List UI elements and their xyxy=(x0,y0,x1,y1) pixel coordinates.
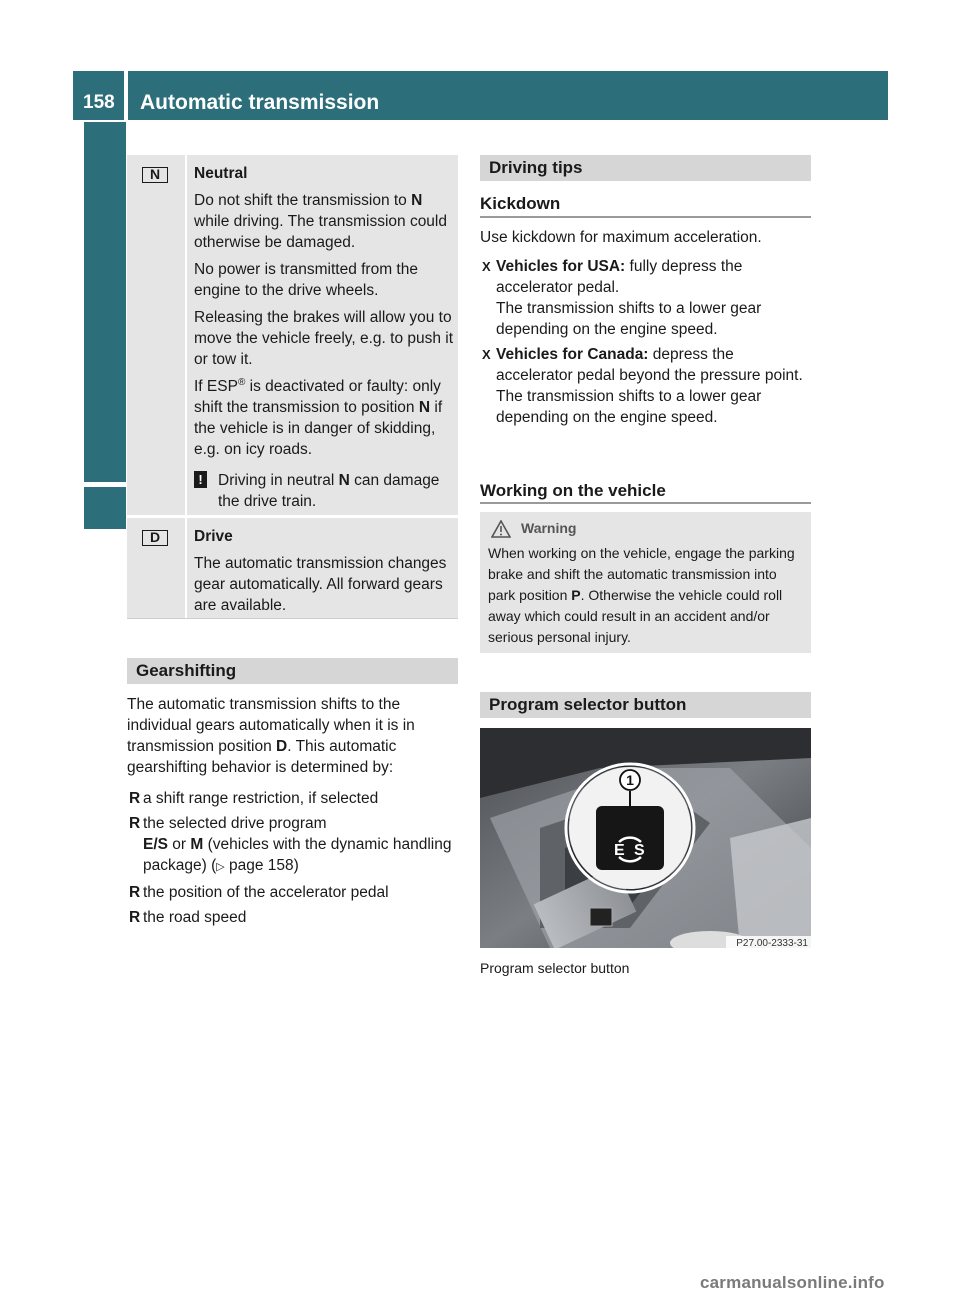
kickdown-intro: Use kickdown for maximum acceleration. xyxy=(480,229,762,246)
gear-paragraph xyxy=(194,190,454,253)
bullet-icon: R xyxy=(129,909,141,926)
bullet-icon: R xyxy=(129,884,141,901)
gear-paragraph: The automatic transmission changes gear automatically. All forward gears are available. xyxy=(194,555,447,614)
text: . Otherwise the vehicle could roll away which could result in an accident and/or serious personal injury. xyxy=(488,587,783,645)
side-tab-marker xyxy=(84,487,126,529)
note-icon: ! xyxy=(194,471,207,488)
text: Do not shift the transmission to xyxy=(194,192,412,209)
bullet-icon: R xyxy=(129,815,141,832)
list-item xyxy=(127,813,458,878)
list-item xyxy=(127,882,458,903)
text-bold: M xyxy=(190,836,204,853)
image-code: P27.00-2333-31 xyxy=(736,938,808,948)
gear-description xyxy=(194,526,454,622)
callout-number: 1 xyxy=(626,772,634,788)
list-item-text: the road speed xyxy=(143,909,247,926)
text-bold: N xyxy=(411,192,423,209)
text: Driving in neutral xyxy=(218,472,339,489)
button-label-e: E xyxy=(614,842,625,859)
program-selector-photo xyxy=(480,728,811,948)
gear-symbol-cell xyxy=(127,155,187,515)
list-item xyxy=(127,907,458,928)
note xyxy=(194,470,454,512)
text: fully depress the accelerator pedal. xyxy=(496,258,743,296)
button-label-s: S xyxy=(634,842,645,859)
page-reference-arrow-icon: ▷ xyxy=(216,861,225,873)
page-reference-link[interactable]: page 158) xyxy=(224,857,299,874)
text: . This automatic gearshifting behavior is determined by: xyxy=(127,738,397,776)
text: is deactivated or faulty: only shift the transmission to position xyxy=(194,378,441,416)
text-bold: N xyxy=(418,399,431,416)
text-bold: D xyxy=(276,738,288,755)
note-text xyxy=(212,470,454,512)
subheading-kickdown: Kickdown xyxy=(480,194,561,213)
registered-mark: ® xyxy=(237,376,246,388)
gear-paragraph xyxy=(194,376,454,460)
text: or xyxy=(167,836,191,853)
warning-text xyxy=(488,543,804,648)
section-heading-program-selector: Program selector button xyxy=(480,692,811,718)
watermark: carmanualsonline.info xyxy=(700,1273,885,1292)
gear-symbol-cell xyxy=(127,518,187,618)
text: The automatic transmission shifts to the individual gears automatically when it is in transmission position xyxy=(127,696,415,755)
text: depress the accelerator pedal beyond the pressure point. xyxy=(496,346,803,384)
section-heading-driving-tips: Driving tips xyxy=(480,155,811,181)
subheading-rule xyxy=(480,502,811,504)
warning-triangle-icon xyxy=(491,520,511,538)
gear-row-neutral xyxy=(127,155,458,515)
page-title: Automatic transmission xyxy=(128,71,888,120)
photo-caption: Program selector button xyxy=(480,960,630,976)
warning-title: Warning xyxy=(521,520,577,536)
text: can damage the drive train. xyxy=(218,472,440,510)
gear-paragraph: Releasing the brakes will allow you to move the vehicle freely, e.g. to push it or tow it. xyxy=(194,309,454,368)
text: When working on the vehicle, engage the parking brake and shift the automatic transmission into park position xyxy=(488,545,795,603)
warning-box xyxy=(480,512,811,653)
text: If ESP xyxy=(194,378,238,395)
gear-title: Drive xyxy=(194,528,233,545)
step-result: The transmission shifts to a lower gear depending on the engine speed. xyxy=(496,300,762,338)
step-result: The transmission shifts to a lower gear depending on the engine speed. xyxy=(496,388,762,426)
step-item xyxy=(480,344,811,428)
gear-paragraph: No power is transmitted from the engine to the drive wheels. xyxy=(194,261,418,299)
section-heading-gearshifting: Gearshifting xyxy=(127,658,458,684)
gearshifting-factors-list xyxy=(127,788,458,932)
list-item-text: the position of the accelerator pedal xyxy=(143,884,389,901)
text-bold: Vehicles for USA: xyxy=(496,258,626,275)
step-item xyxy=(480,256,811,340)
bullet-icon: R xyxy=(129,790,141,807)
gearshifting-intro xyxy=(127,694,458,778)
text-bold: N xyxy=(338,472,350,489)
text-bold: Vehicles for Canada: xyxy=(496,346,649,363)
gear-row-drive xyxy=(127,518,458,618)
list-item-text: the selected drive program xyxy=(143,815,327,832)
text: (vehicles with the dynamic handling package) ( xyxy=(143,836,452,874)
step-arrow-icon: X xyxy=(482,259,491,274)
page-number: 158 xyxy=(73,71,124,120)
gear-symbol-n: N xyxy=(142,167,168,183)
kickdown-steps-list xyxy=(480,256,811,432)
list-item xyxy=(127,788,458,809)
gear-title: Neutral xyxy=(194,165,248,182)
text: if the vehicle is in danger of skidding, e.g. on icy roads. xyxy=(194,399,443,458)
section-side-label: Driving and parking xyxy=(93,284,116,482)
gear-symbol-d: D xyxy=(142,530,168,546)
text: while driving. The transmission could otherwise be damaged. xyxy=(194,213,447,251)
table-bottom-rule xyxy=(127,618,458,619)
step-arrow-icon: X xyxy=(482,347,491,362)
gear-description xyxy=(194,163,454,518)
warning-heading xyxy=(521,518,804,539)
text-bold: P xyxy=(571,587,581,603)
subheading-working-on-vehicle: Working on the vehicle xyxy=(480,481,666,500)
list-item-text: a shift range restriction, if selected xyxy=(143,790,379,807)
subheading-rule xyxy=(480,216,811,218)
text-bold: E/S xyxy=(143,836,168,853)
